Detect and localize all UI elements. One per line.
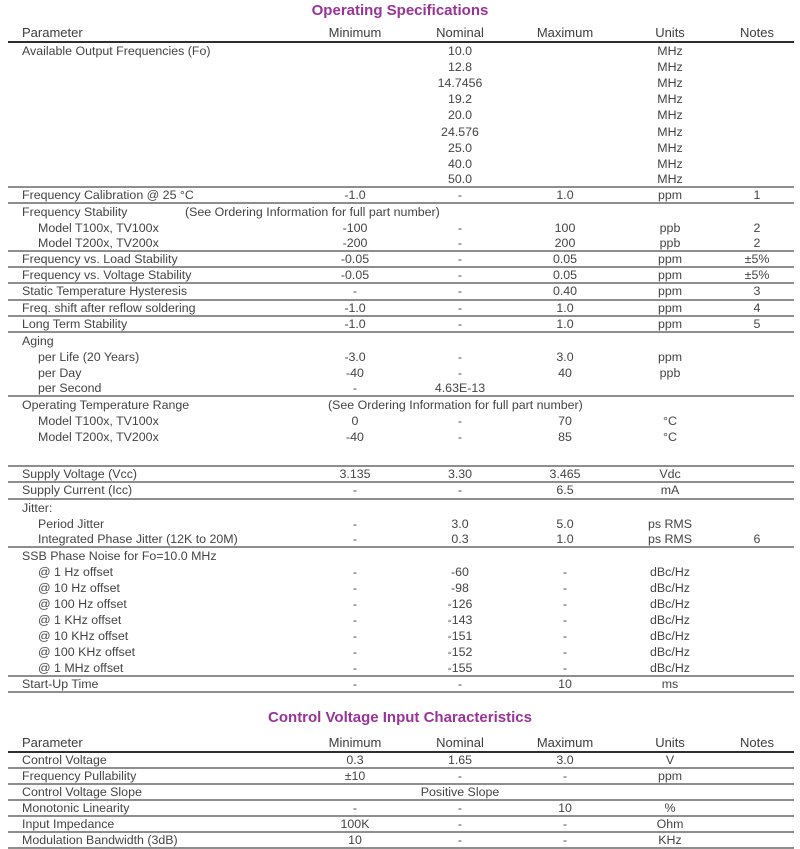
notes-cell: 2	[753, 236, 761, 251]
spec-row	[8, 172, 794, 188]
minimum-cell: -1.0	[344, 316, 366, 331]
control-voltage-table	[8, 732, 794, 849]
nominal-cell: -	[457, 252, 463, 267]
maximum-cell: 1.0	[556, 531, 574, 546]
units-cell: KHz	[658, 832, 682, 847]
minimum-cell: -	[352, 483, 358, 498]
maximum-cell: 1.0	[556, 300, 574, 315]
spec-row	[8, 301, 794, 317]
units-cell: ppm	[657, 252, 683, 267]
maximum-cell: 0.40	[552, 284, 578, 299]
units-cell: MHz	[657, 44, 683, 59]
spec-row	[8, 252, 794, 268]
maximum-cell: 85	[558, 430, 572, 445]
header-nominal: Nominal	[436, 734, 484, 750]
spec-row	[8, 349, 794, 365]
units-cell: mA	[660, 483, 680, 498]
spec-row	[8, 644, 794, 660]
minimum-cell: 100K	[340, 816, 370, 831]
maximum-cell: 200	[554, 236, 576, 251]
spec-row	[8, 107, 794, 123]
nominal-cell: 14.7456	[437, 76, 483, 91]
table-body	[8, 753, 794, 849]
minimum-cell: -	[352, 381, 358, 396]
units-cell: dBc/Hz	[650, 613, 690, 628]
header-maximum: Maximum	[536, 734, 594, 750]
parameter-cell: Model T200x, TV200x	[38, 430, 159, 445]
notes-cell: ±5%	[744, 268, 770, 283]
see-ordering-note: (See Ordering Information for full part number)	[185, 204, 440, 219]
nominal-cell: -	[457, 300, 463, 315]
minimum-cell: -	[352, 581, 358, 596]
nominal-cell: -	[457, 768, 463, 783]
nominal-cell: 24.576	[441, 124, 479, 139]
parameter-cell: per Second	[38, 381, 102, 396]
parameter-cell: SSB Phase Noise for Fo=10.0 MHz	[22, 548, 217, 563]
nominal-cell: Positive Slope	[420, 784, 500, 799]
maximum-cell: -	[562, 564, 568, 579]
nominal-cell: -	[457, 676, 463, 691]
parameter-cell: Model T100x, TV100x	[38, 221, 159, 236]
spec-row	[8, 413, 794, 429]
spec-row	[8, 236, 794, 252]
maximum-cell: 100	[554, 221, 576, 236]
units-cell: dBc/Hz	[650, 629, 690, 644]
units-cell: MHz	[657, 108, 683, 123]
units-cell: ppm	[657, 284, 683, 299]
minimum-cell: -100	[342, 221, 368, 236]
table-header-row	[8, 732, 794, 753]
maximum-cell: 40	[558, 365, 572, 380]
minimum-cell: -0.05	[340, 252, 370, 267]
parameter-cell: Input Impedance	[22, 816, 115, 831]
units-cell: MHz	[657, 92, 683, 107]
parameter-cell: Freq. shift after reflow soldering	[22, 300, 196, 315]
minimum-cell: 0.3	[346, 752, 364, 767]
spec-row	[8, 156, 794, 172]
spec-row	[8, 596, 794, 612]
nominal-cell: 25.0	[447, 140, 473, 155]
spec-row	[8, 564, 794, 580]
parameter-cell: Control Voltage Slope	[22, 784, 142, 799]
spec-row	[8, 467, 794, 483]
operating-specifications-title: Operating Specifications	[311, 2, 489, 19]
parameter-cell: Operating Temperature Range	[22, 398, 190, 413]
nominal-cell: 20.0	[447, 108, 473, 123]
spec-row	[8, 483, 794, 499]
spec-row	[8, 397, 794, 413]
units-cell: ppb	[659, 365, 681, 380]
spec-row	[8, 516, 794, 532]
units-cell: Ohm	[656, 816, 684, 831]
nominal-cell: -	[457, 236, 463, 251]
maximum-cell: 0.05	[552, 252, 578, 267]
maximum-cell: 10	[558, 800, 572, 815]
units-cell: %	[664, 800, 676, 815]
spec-row	[8, 317, 794, 333]
spec-row	[8, 628, 794, 644]
header-minimum: Minimum	[328, 734, 382, 750]
nominal-cell: 19.2	[447, 92, 473, 107]
minimum-cell: -	[352, 531, 358, 546]
minimum-cell: -	[352, 597, 358, 612]
nominal-cell: -155	[447, 660, 473, 675]
operating-specifications-section	[0, 2, 800, 693]
spec-row	[8, 220, 794, 236]
units-cell: ppb	[659, 236, 681, 251]
nominal-cell: 1.65	[447, 752, 473, 767]
spec-row	[8, 532, 794, 548]
parameter-cell: @ 1 KHz offset	[38, 613, 122, 628]
parameter-cell: Static Temperature Hysteresis	[22, 284, 188, 299]
minimum-cell: -	[352, 676, 358, 691]
spec-row	[8, 753, 794, 769]
units-cell: ppm	[657, 187, 683, 202]
table-body	[8, 43, 794, 693]
minimum-cell: -0.05	[340, 268, 370, 283]
minimum-cell: -	[352, 284, 358, 299]
parameter-cell: Frequency Calibration @ 25 °C	[22, 187, 194, 202]
maximum-cell: -	[562, 768, 568, 783]
minimum-cell: 10	[348, 832, 362, 847]
notes-cell: 2	[753, 221, 761, 236]
nominal-cell: 3.0	[451, 516, 469, 531]
operating-specifications-table	[8, 22, 794, 693]
maximum-cell: 3.0	[556, 752, 574, 767]
notes-cell: 6	[753, 531, 761, 546]
header-units: Units	[655, 734, 685, 750]
units-cell: dBc/Hz	[650, 660, 690, 675]
minimum-cell: -	[352, 660, 358, 675]
minimum-cell: -40	[346, 365, 364, 380]
units-cell: ppm	[657, 300, 683, 315]
parameter-cell: per Day	[38, 365, 82, 380]
nominal-cell: 4.63E-13	[434, 381, 486, 396]
minimum-cell: -40	[346, 430, 364, 445]
control-voltage-title: Control Voltage Input Characteristics	[268, 708, 532, 726]
parameter-cell: Monotonic Linearity	[22, 800, 130, 815]
units-cell: ps RMS	[647, 531, 693, 546]
spec-row	[8, 660, 794, 676]
units-cell: ms	[661, 676, 679, 691]
maximum-cell: 6.5	[556, 483, 574, 498]
spec-row	[8, 333, 794, 349]
maximum-cell: -	[562, 581, 568, 596]
spec-row	[8, 801, 794, 817]
nominal-cell: -98	[451, 581, 469, 596]
units-cell: °C	[663, 430, 677, 445]
spec-row	[8, 381, 794, 397]
parameter-cell: @ 1 MHz offset	[38, 660, 124, 675]
spec-row	[8, 677, 794, 693]
nominal-cell: -	[457, 832, 463, 847]
maximum-cell: 1.0	[556, 316, 574, 331]
minimum-cell: -3.0	[344, 349, 366, 364]
nominal-cell: 12.8	[447, 60, 473, 75]
nominal-cell: -	[457, 414, 463, 429]
header-minimum: Minimum	[328, 25, 382, 40]
units-cell: ppb	[659, 221, 681, 236]
nominal-cell: -	[457, 365, 463, 380]
nominal-cell: 0.3	[451, 531, 469, 546]
parameter-cell: per Life (20 Years)	[38, 349, 140, 364]
parameter-cell: Model T100x, TV100x	[38, 414, 159, 429]
nominal-cell: -	[457, 284, 463, 299]
nominal-cell: -	[457, 268, 463, 283]
header-parameter: Parameter	[22, 25, 83, 40]
notes-cell: 1	[753, 187, 761, 202]
spec-row	[8, 769, 794, 785]
spec-row	[8, 500, 794, 516]
maximum-cell: 3.465	[549, 467, 581, 482]
maximum-cell: -	[562, 832, 568, 847]
nominal-cell: -	[457, 316, 463, 331]
units-cell: Vdc	[659, 467, 681, 482]
notes-cell: ±5%	[744, 252, 770, 267]
minimum-cell: -1.0	[344, 300, 366, 315]
parameter-cell: @ 1 Hz offset	[38, 564, 114, 579]
parameter-cell: Period Jitter	[38, 516, 105, 531]
nominal-cell: 40.0	[447, 156, 473, 171]
parameter-cell: Frequency Pullability	[22, 768, 137, 783]
maximum-cell: 5.0	[556, 516, 574, 531]
parameter-cell: Supply Voltage (Vcc)	[22, 467, 138, 482]
nominal-cell: 3.30	[447, 467, 473, 482]
spacer-row	[8, 445, 794, 467]
minimum-cell: -	[352, 613, 358, 628]
parameter-cell: @ 10 KHz offset	[38, 629, 129, 644]
spec-row	[8, 43, 794, 59]
minimum-cell: -	[352, 800, 358, 815]
units-cell: MHz	[657, 60, 683, 75]
nominal-cell: -	[457, 430, 463, 445]
spec-row	[8, 365, 794, 381]
notes-cell: 3	[753, 284, 761, 299]
parameter-cell: Frequency Stability	[22, 204, 128, 219]
maximum-cell: 1.0	[556, 187, 574, 202]
maximum-cell: -	[562, 645, 568, 660]
units-cell: MHz	[657, 171, 683, 186]
spec-row	[8, 548, 794, 564]
nominal-cell: -126	[447, 597, 473, 612]
minimum-cell: -1.0	[344, 187, 366, 202]
spec-row	[8, 817, 794, 833]
minimum-cell: -	[352, 629, 358, 644]
minimum-cell: 0	[351, 414, 359, 429]
parameter-cell: Control Voltage	[22, 752, 107, 767]
parameter-cell: Start-Up Time	[22, 676, 99, 691]
header-notes: Notes	[740, 734, 774, 750]
minimum-cell: ±10	[344, 768, 366, 783]
units-cell: MHz	[657, 124, 683, 139]
spec-row	[8, 284, 794, 300]
maximum-cell: -	[562, 660, 568, 675]
nominal-cell: 50.0	[447, 171, 473, 186]
minimum-cell: -	[352, 645, 358, 660]
header-nominal: Nominal	[436, 25, 484, 40]
spec-row	[8, 75, 794, 91]
minimum-cell: 3.135	[339, 467, 371, 482]
units-cell: MHz	[657, 156, 683, 171]
units-cell: ps RMS	[647, 516, 693, 531]
parameter-cell: Available Output Frequencies (Fo)	[22, 44, 211, 59]
nominal-cell: -60	[451, 564, 469, 579]
units-cell: dBc/Hz	[650, 581, 690, 596]
maximum-cell: 3.0	[556, 349, 574, 364]
spec-row	[8, 429, 794, 445]
nominal-cell: -	[457, 187, 463, 202]
control-voltage-section	[0, 709, 800, 849]
nominal-cell: -143	[447, 613, 473, 628]
maximum-cell: -	[562, 597, 568, 612]
spec-row	[8, 785, 794, 801]
spec-row	[8, 59, 794, 75]
nominal-cell: -	[457, 221, 463, 236]
units-cell: dBc/Hz	[650, 597, 690, 612]
maximum-cell: -	[562, 629, 568, 644]
spec-row	[8, 833, 794, 849]
see-ordering-note: (See Ordering Information for full part number)	[328, 398, 583, 413]
nominal-cell: -	[457, 483, 463, 498]
spec-row	[8, 204, 794, 220]
units-cell: MHz	[657, 76, 683, 91]
units-cell: °C	[663, 414, 677, 429]
table-header-row	[8, 22, 794, 43]
spec-row	[8, 123, 794, 139]
units-cell: ppm	[657, 349, 683, 364]
spec-row	[8, 580, 794, 596]
units-cell: MHz	[657, 140, 683, 155]
maximum-cell: 70	[558, 414, 572, 429]
parameter-cell: Frequency vs. Voltage Stability	[22, 268, 192, 283]
nominal-cell: -	[457, 800, 463, 815]
units-cell: ppm	[657, 316, 683, 331]
minimum-cell: -200	[342, 236, 368, 251]
parameter-cell: @ 100 Hz offset	[38, 597, 127, 612]
maximum-cell: 0.05	[552, 268, 578, 283]
units-cell: ppm	[657, 268, 683, 283]
minimum-cell: -	[352, 564, 358, 579]
maximum-cell: -	[562, 613, 568, 628]
spec-row	[8, 91, 794, 107]
nominal-cell: -152	[447, 645, 473, 660]
spec-row	[8, 268, 794, 284]
spec-row	[8, 140, 794, 156]
parameter-cell: Jitter:	[22, 500, 53, 515]
spec-row	[8, 612, 794, 628]
parameter-cell: Integrated Phase Jitter (12K to 20M)	[38, 531, 238, 546]
nominal-cell: -	[457, 816, 463, 831]
maximum-cell: -	[562, 816, 568, 831]
parameter-cell: Frequency vs. Load Stability	[22, 252, 178, 267]
header-units: Units	[655, 25, 685, 40]
units-cell: V	[665, 752, 675, 767]
notes-cell: 4	[753, 300, 761, 315]
header-notes: Notes	[740, 25, 774, 40]
parameter-cell: Aging	[22, 333, 54, 348]
nominal-cell: 10.0	[447, 44, 473, 59]
parameter-cell: @ 10 Hz offset	[38, 581, 120, 596]
units-cell: dBc/Hz	[650, 564, 690, 579]
units-cell: ppm	[657, 768, 683, 783]
parameter-cell: Supply Current (Icc)	[22, 483, 133, 498]
parameter-cell: @ 100 KHz offset	[38, 645, 136, 660]
minimum-cell: -	[352, 516, 358, 531]
nominal-cell: -	[457, 349, 463, 364]
header-parameter: Parameter	[22, 734, 83, 750]
parameter-cell: Model T200x, TV200x	[38, 236, 159, 251]
parameter-cell: Long Term Stability	[22, 316, 128, 331]
notes-cell: 5	[753, 316, 761, 331]
units-cell: dBc/Hz	[650, 645, 690, 660]
spec-row	[8, 188, 794, 204]
header-maximum: Maximum	[536, 25, 594, 40]
parameter-cell: Modulation Bandwidth (3dB)	[22, 832, 178, 847]
nominal-cell: -151	[447, 629, 473, 644]
maximum-cell: 10	[558, 676, 572, 691]
